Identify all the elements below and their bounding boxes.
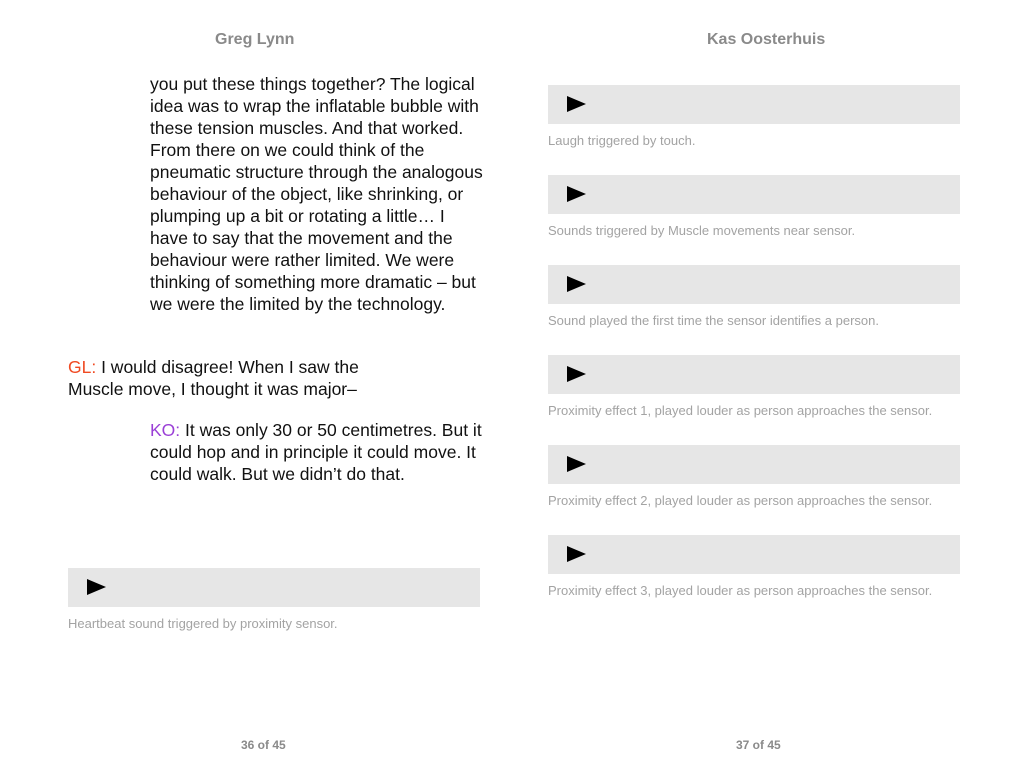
audio-player-proximity-3[interactable]	[548, 535, 960, 574]
speaker-label-gl: GL:	[68, 357, 97, 377]
ko-text: It was only 30 or 50 centimetres. But it could hop and in principle it could move. It could walk. But we didn’t do that.	[150, 420, 482, 484]
audio-caption: Proximity effect 2, played louder as person approaches the sensor.	[548, 493, 933, 508]
audio-player-heartbeat[interactable]	[68, 568, 480, 607]
continued-paragraph: you put these things together? The logical idea was to wrap the inflatable bubble with these tension muscles. And that worked. From there on we could think of the pneumatic structure through the analogous behaviour of the object, like shrinking, or plumping up a bit or rotating a little… I have to say that the movement and the behaviour were rather limited. We were thinking of something more dramatic – but we were the limited by the technology.	[150, 74, 483, 314]
right-page	[512, 0, 1024, 768]
play-icon[interactable]	[87, 579, 106, 595]
audio-player-first-identification[interactable]	[548, 265, 960, 304]
play-icon[interactable]	[567, 546, 586, 562]
audio-player-laugh[interactable]	[548, 85, 960, 124]
gl-paragraph	[68, 356, 398, 400]
audio-player-muscle-movements[interactable]	[548, 175, 960, 214]
ko-paragraph	[150, 419, 485, 485]
play-icon[interactable]	[567, 276, 586, 292]
audio-caption: Proximity effect 3, played louder as person approaches the sensor.	[548, 583, 933, 598]
gl-text: I would disagree! When I saw the Muscle move, I thought it was major–	[68, 357, 359, 399]
audio-player-proximity-1[interactable]	[548, 355, 960, 394]
play-icon[interactable]	[567, 96, 586, 112]
speaker-label-ko: KO:	[150, 420, 181, 440]
play-icon[interactable]	[567, 456, 586, 472]
audio-caption: Laugh triggered by touch.	[548, 133, 696, 148]
running-head: Greg Lynn	[215, 31, 295, 48]
audio-caption: Sounds triggered by Muscle movements near sensor.	[548, 223, 856, 238]
audio-player-proximity-2[interactable]	[548, 445, 960, 484]
audio-caption: Proximity effect 1, played louder as person approaches the sensor.	[548, 403, 933, 418]
page-number: 36 of 45	[241, 738, 286, 752]
audio-caption: Heartbeat sound triggered by proximity sensor.	[68, 616, 338, 631]
play-icon[interactable]	[567, 366, 586, 382]
page-number: 37 of 45	[736, 738, 781, 752]
running-head: Kas Oosterhuis	[707, 31, 826, 48]
audio-caption: Sound played the first time the sensor identifies a person.	[548, 313, 879, 328]
play-icon[interactable]	[567, 186, 586, 202]
